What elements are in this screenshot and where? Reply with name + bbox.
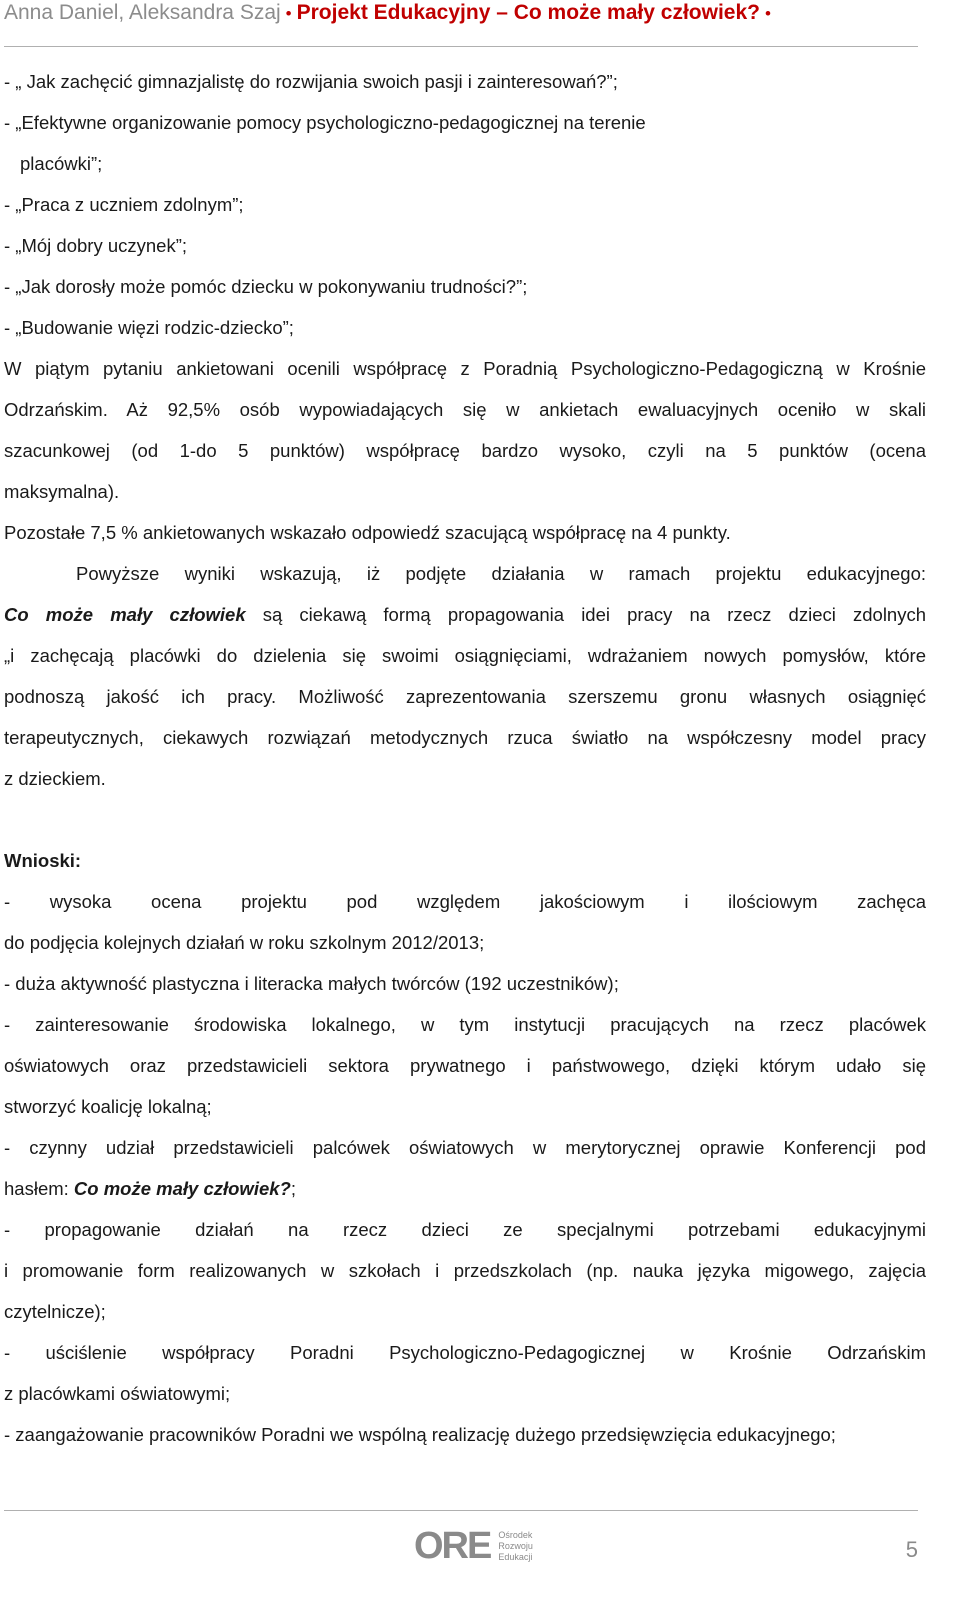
conclusion-line: - duża aktywność plastyczna i literacka małych twórców (192 uczestników); — [4, 973, 619, 994]
conclusion-line: czytelnicze); — [4, 1301, 106, 1322]
paragraph-line — [4, 594, 926, 635]
logo-caption-line: Edukacji — [498, 1551, 533, 1562]
paragraph-text: są ciekawą formą propagowania idei pracy na rzecz dzieci zdolnych — [245, 604, 926, 625]
paragraph-line: szacunkowej (od 1-do 5 punktów) współpracę bardzo wysoko, czyli na 5 punktów (ocena — [4, 440, 926, 461]
logo-caption-line: Ośrodek — [498, 1529, 533, 1540]
page-number: 5 — [905, 1537, 918, 1562]
conclusion-line: z placówkami oświatowymi; — [4, 1383, 231, 1404]
header-line — [4, 2, 776, 25]
ore-logo-icon — [414, 1525, 490, 1567]
paragraph-line: W piątym pytaniu ankietowani ocenili współpracę z Poradnią Psychologiczno-Pedagogiczną w Krośnie — [4, 358, 926, 379]
conclusion-text: hasłem: — [4, 1178, 74, 1199]
list-item-continuation: placówki”; — [20, 153, 103, 174]
header-title: Projekt Edukacyjny – Co może mały człowiek? — [296, 1, 760, 24]
page-footer — [4, 1510, 918, 1611]
conclusion-line: stworzyć koalicję lokalną; — [4, 1096, 212, 1117]
project-name-italic: Co może mały człowiek — [4, 604, 246, 625]
conference-name-italic: Co może mały człowiek? — [73, 1178, 291, 1199]
logo-caption-line: Rozwoju — [498, 1540, 533, 1551]
conclusion-line: oświatowych oraz przedstawicieli sektora prywatnego i państwowego, dzięki którym udało się — [4, 1055, 926, 1076]
paragraph-line: „i zachęcają placówki do dzielenia się swoimi osiągnięciami, wdrażaniem nowych pomysłów, które — [4, 645, 926, 666]
list-item: - „ Jak zachęcić gimnazjalistę do rozwijania swoich pasji i zainteresowań?”; — [4, 71, 618, 92]
page-header — [4, 0, 918, 47]
header-bullet-end: • — [764, 4, 771, 23]
conclusion-line — [4, 1168, 926, 1209]
conclusion-line: do podjęcia kolejnych działań w roku szkolnym 2012/2013; — [4, 932, 485, 953]
header-bullet: • — [285, 4, 292, 23]
conclusion-line: - czynny udział przedstawicieli palcówek oświatowych w merytorycznej oprawie Konferencji pod — [4, 1137, 926, 1158]
list-item: - „Efektywne organizowanie pomocy psychologiczno-pedagogicznej na terenie — [4, 112, 646, 133]
ore-logo — [414, 1525, 558, 1567]
conclusion-text: ; — [290, 1178, 296, 1199]
conclusion-line: i promowanie form realizowanych w szkołach i przedszkolach (np. nauka języka migowego, zajęcia — [4, 1260, 926, 1281]
list-item: - „Budowanie więzi rodzic-dziecko”; — [4, 317, 294, 338]
paragraph-line: Pozostałe 7,5 % ankietowanych wskazało odpowiedź szacującą współpracę na 4 punkty. — [4, 522, 731, 543]
paragraph-line: Odrzańskim. Aż 92,5% osób wypowiadających się w ankietach ewaluacyjnych oceniło w skali — [4, 399, 926, 420]
spacer — [4, 799, 926, 840]
conclusions-heading: Wnioski: — [4, 850, 82, 871]
logo-letters: ORE — [414, 1525, 491, 1567]
list-item: - „Jak dorosły może pomóc dziecku w pokonywaniu trudności?”; — [4, 276, 528, 297]
conclusion-line: - uściślenie współpracy Poradni Psychologiczno-Pedagogicznej w Krośnie Odrzańskim — [4, 1342, 926, 1363]
conclusion-line: - wysoka ocena projektu pod względem jakościowym i ilościowym zachęca — [4, 891, 926, 912]
conclusion-line: - propagowanie działań na rzecz dzieci ze specjalnymi potrzebami edukacyjnymi — [4, 1219, 926, 1240]
list-item: - „Praca z uczniem zdolnym”; — [4, 194, 244, 215]
list-item: - „Mój dobry uczynek”; — [4, 235, 187, 256]
header-authors: Anna Daniel, Aleksandra Szaj — [4, 1, 281, 24]
paragraph-line: maksymalna). — [4, 481, 120, 502]
paragraph-line: Powyższe wyniki wskazują, iż podjęte działania w ramach projektu edukacyjnego: — [76, 563, 926, 584]
document-body — [4, 61, 926, 1455]
conclusion-line: - zaangażowanie pracowników Poradni we wspólną realizację dużego przedsięwzięcia edukacyjnego; — [4, 1424, 836, 1445]
paragraph-line: terapeutycznych, ciekawych rozwiązań metodycznych rzuca światło na współczesny model pracy — [4, 727, 926, 748]
paragraph-line: z dzieckiem. — [4, 768, 106, 789]
conclusion-line: - zainteresowanie środowiska lokalnego, w tym instytucji pracujących na rzecz placówek — [4, 1014, 926, 1035]
logo-caption — [498, 1530, 558, 1563]
paragraph-line: podnoszą jakość ich pracy. Możliwość zaprezentowania szerszemu gronu własnych osiągnięć — [4, 686, 926, 707]
